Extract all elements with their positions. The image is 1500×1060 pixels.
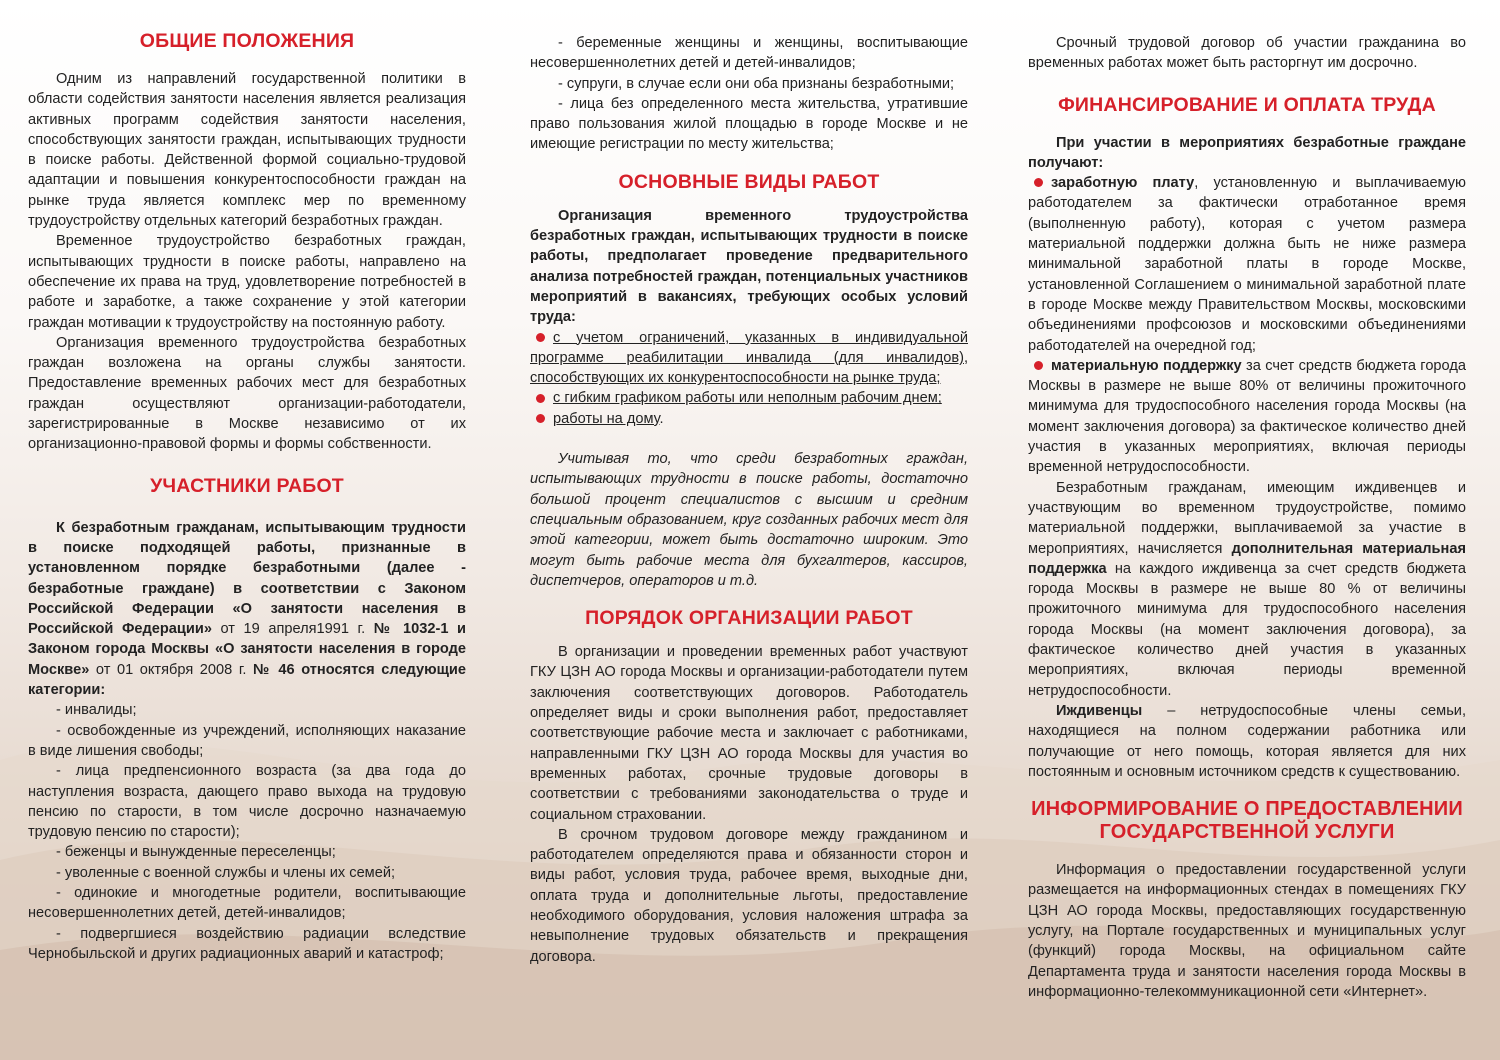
participants-intro: К безработным гражданам, испытывающим трудности в поиске подходящей работы, признанные в установленном порядке безработными (далее - безработные граждане) в соответствии с Законом Российской Федерации «О занятости населения в Российской Федерации» от 19 апреля1991 г. № 1032-1 и Законом города Москвы «О занятости населения в городе Москве» от 01 октября 2008 г. № 46 относятся следующие категории: <box>28 519 466 699</box>
list-item: - инвалиды; <box>56 702 137 719</box>
work-types-note: Учитывая то, что среди безработных граждан, испытывающих трудности в поиске работы, достаточно большой процент специалистов с высшим и средним специальным образованием, круг созданных рабочих мест для этой категории, может быть достаточно широким. Это могут быть рабочие места для бухгалтеров, кассиров, диспетчеров, операторов и т.д. <box>530 451 968 589</box>
list-item: материальную поддержку за счет средств бюджета города Москвы в размере не выше 80% от величины прожиточного минимума для трудоспособного населения города Москвы (на момент заключения договора) за фактическое количество дней участия в указанных мероприятиях, включая периоды временной нетрудоспособности. <box>1028 357 1466 476</box>
order-paragraph-1: В организации и проведении временных работ участвуют ГКУ ЦЗН АО города Москвы и организации-работодатели путем заключения соответствующих договоров. Работодатель определяет виды и сроки выполнения работ, предоставляет соответствующие рабочие места и заключает с работниками, направленными ГКУ ЦЗН АО города Москвы для участия во временных работах, срочные трудовые договоры в соответствии с требованиями законодательства о труде и социальном страховании. <box>530 644 968 823</box>
bullet-icon <box>536 414 545 423</box>
bullet-icon <box>536 394 545 403</box>
list-item: - подвергшиеся воздействию радиации вследствие Чернобыльской и других радиационных аварий и катастроф; <box>28 925 466 962</box>
order-paragraph-2: В срочном трудовом договоре между гражданином и работодателем определяются права и обязанности сторон и виды работ, условия труда, рабочее время, выходные дни, оплата труда и дополнительные льготы, предоставление необходимого оборудования, условия наложения штрафа за невыполнение трудовых обязательств и прекращения договора. <box>530 826 968 965</box>
financing-intro: При участии в мероприятиях безработные граждане получают: <box>1028 134 1466 171</box>
financing-paragraph-4: Иждивенцы – нетрудоспособные члены семьи, находящиеся на полном содержании работника или получающие от него помощь, которая является для них постоянным и основным источником средств к существованию. <box>1028 702 1466 780</box>
column-left <box>28 30 466 964</box>
general-paragraph-2: Временное трудоустройство безработных граждан, испытывающих трудности в поиске работы, направлено на обеспечение их права на труд, удовлетворение потребностей в работе и заработке, а также сохранение у этой категории граждан мотивации к трудоустройству на постоянную работу. <box>28 233 466 331</box>
work-types-heading: ОСНОВНЫЕ ВИДЫ РАБОТ <box>618 170 880 193</box>
general-paragraph-1: Одним из направлений государственной политики в области содействия занятости населения является реализация активных программ содействия занятости населения, способствующих занятости граждан, испытывающих трудности в поиске работы. Действенной формой социально-трудовой адаптации и повышения конкурентоспособности граждан на рынке труда является комплекс мер по временному трудоустройству отдельных категорий безработных граждан. <box>28 71 466 230</box>
list-item: с учетом ограничений, указанных в индивидуальной программе реабилитации инвалида (для инвалидов), способствующих их конкурентоспособности на рынке труда; <box>530 329 968 387</box>
column-middle <box>530 33 968 967</box>
categories-list <box>28 700 466 964</box>
order-paragraph-3: Срочный трудовой договор об участии гражданина во временных работах может быть расторгнут им досрочно. <box>1028 35 1466 72</box>
work-types-intro: Организация временного трудоустройства безработных граждан, испытывающих трудности в поиске работы, предполагает проведение предварительного анализа потребностей граждан, потенциальных участников мероприятий в вакансиях, требующих особых условий труда: <box>530 207 968 326</box>
list-item: - супруги, в случае если они оба признаны безработными; <box>558 75 955 92</box>
list-item: работы на дому. <box>530 409 968 429</box>
list-item: - беременные женщины и женщины, воспитывающие несовершеннолетних детей и детей-инвалидов; <box>530 35 968 72</box>
column-right <box>1028 33 1466 1002</box>
work-order-heading: ПОРЯДОК ОРГАНИЗАЦИИ РАБОТ <box>585 607 913 630</box>
general-paragraph-3: Организация временного трудоустройства безработных граждан возложена на органы службы занятости. Предоставление временных рабочих мест для безработных граждан осуществляют организации-работодатели, зарегистрированные в Москве независимо от их организационно-правовой формы и формы собственности. <box>28 334 466 453</box>
general-provisions-heading: ОБЩИЕ ПОЛОЖЕНИЯ <box>139 30 355 52</box>
list-item: - уволенные с военной службы и члены их семей; <box>56 864 396 881</box>
financing-heading: ФИНАНСИРОВАНИЕ И ОПЛАТА ТРУДА <box>1058 93 1436 116</box>
information-paragraph: Информация о предоставлении государственной услуги размещается на информационных стендах в помещениях ГКУ ЦЗН АО города Москвы, предоставляющих государственную услугу, на Портале государственных и муниципальных услуг (функций) города Москвы, на официальном сайте Департамента труда и занятости населения города Москвы в информационно-телекоммуникационной сети «Интернет». <box>1028 862 1466 1000</box>
financing-paragraph-3: Безработным гражданам, имеющим иждивенцев и участвующим во временном трудоустройстве, помимо материальной поддержки, выплачиваемой за участие в мероприятиях, начисляется дополнительная материальная поддержка на каждого иждивенца за счет средств бюджета города Москвы в размере не выше 80 % от величины прожиточного минимума для трудоспособного населения города Москвы (на момент заключения договора), за фактическое количество дней участия в указанных мероприятиях, включая периоды временной нетрудоспособности. <box>1028 479 1466 699</box>
list-item: с гибким графиком работы или неполным рабочим днем; <box>530 388 968 408</box>
bullet-icon <box>1034 361 1043 370</box>
bullet-icon <box>1034 178 1043 187</box>
participants-heading: УЧАСТНИКИ РАБОТ <box>150 474 344 497</box>
list-item: - одинокие и многодетные родители, воспитывающие несовершеннолетних детей, детей-инвалидов; <box>28 884 466 922</box>
list-item: - беженцы и вынужденные переселенцы; <box>56 844 336 861</box>
list-item: заработную плату, установленную и выплачиваемую работодателем за фактически отработанное время (выполненную работу), которая с учетом размера материальной поддержки должна быть не ниже размера минимальной заработной платы в городе Москве, установленной Соглашением о минимальной заработной плате в городе Москве между Правительством Москвы, московскими объединениями профсоюзов и московскими объединениями работодателей на очередной год; <box>1028 175 1466 354</box>
list-item: - лица без определенного места жительства, утратившие право пользования жилой площадью в городе Москве и не имеющие регистрации по месту жительства; <box>530 95 968 153</box>
bullet-icon <box>536 333 545 342</box>
list-item: - лица предпенсионного возраста (за два года до наступления возраста, дающего право выхода на трудовую пенсию по старости, в том числе досрочно назначаемую трудовую пенсию по старости); <box>28 763 466 841</box>
information-heading: ИНФОРМИРОВАНИЕ О ПРЕДОСТАВЛЕНИИ ГОСУДАРСТВЕННОЙ УСЛУГИ <box>1031 798 1463 844</box>
list-item: - освобожденные из учреждений, исполняющих наказание в виде лишения свободы; <box>28 722 466 759</box>
